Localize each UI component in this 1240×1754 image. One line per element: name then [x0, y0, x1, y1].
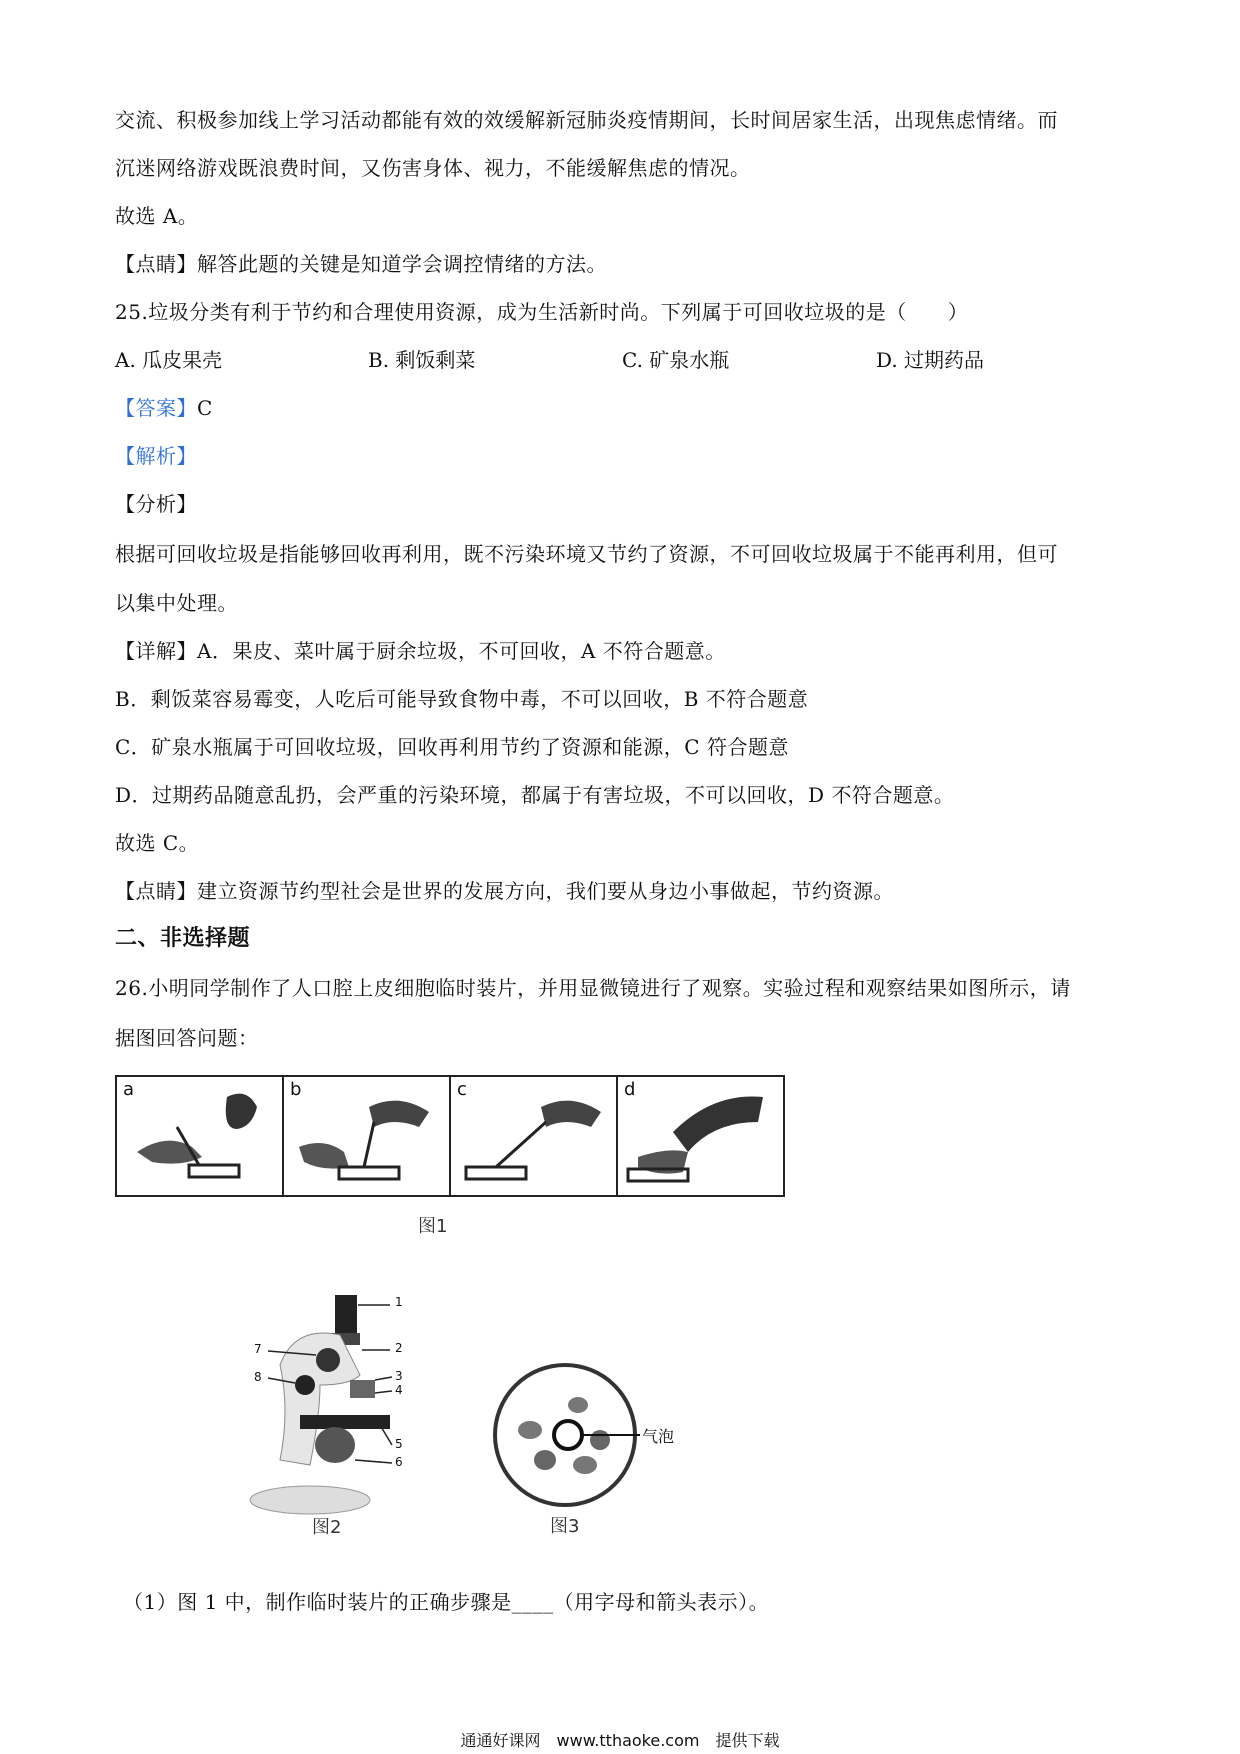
option-a: A. 瓜皮果壳	[115, 348, 223, 372]
figure-3	[490, 1360, 710, 1540]
fig2-label: 8	[254, 1370, 262, 1384]
figure-1-caption: 图1	[418, 1216, 448, 1237]
panel-label: c	[457, 1079, 467, 1100]
fenxi-text: 根据可回收垃圾是指能够回收再利用，既不污染环境又节约了资源，不可回收垃圾属于不能再利用，但可	[115, 542, 1058, 566]
fig1-panel-c	[449, 1075, 618, 1197]
figure-2-caption: 图2	[312, 1517, 342, 1538]
detail-line: D．过期药品随意乱扔，会严重的污染环境，都属于有害垃圾，不可以回收，D 不符合题意。	[115, 783, 955, 807]
fig2-label: 6	[395, 1455, 403, 1469]
fig2-label: 7	[254, 1342, 262, 1356]
covering-hand-illustration	[618, 1077, 783, 1195]
fenxi-text: 以集中处理。	[115, 591, 238, 615]
dianjing: 【点睛】建立资源节约型社会是世界的发展方向，我们要从身边小事做起，节约资源。	[115, 879, 894, 903]
fig1-panel-d	[616, 1075, 785, 1197]
fig2-label: 3	[395, 1369, 403, 1383]
option-c: C. 矿泉水瓶	[622, 348, 730, 372]
detail-line: B．剩饭菜容易霉变，人吃后可能导致食物中毒，不可以回收，B 不符合题意	[115, 687, 809, 711]
paragraph-line: 沉迷网络游戏既浪费时间，又伤害身体、视力，不能缓解焦虑的情况。	[115, 156, 751, 180]
paragraph-line: 故选 A。	[115, 204, 199, 228]
fig2-label: 5	[395, 1437, 403, 1451]
analysis-label: 【解析】	[115, 444, 197, 468]
figure-2	[240, 1285, 420, 1538]
option-b: B. 剩饭剩菜	[368, 348, 476, 372]
paragraph-line: 【点睛】解答此题的关键是知道学会调控情绪的方法。	[115, 252, 607, 276]
fig2-label: 2	[395, 1341, 403, 1355]
fig2-label: 4	[395, 1383, 403, 1397]
detail-line: C．矿泉水瓶属于可回收垃圾，回收再利用节约了资源和能源，C 符合题意	[115, 735, 789, 759]
question-26-sub-1: （1）图 1 中，制作临时装片的正确步骤是____（用字母和箭头表示）。	[123, 1590, 770, 1614]
dropper-hand-illustration	[117, 1077, 282, 1195]
fenxi-label: 【分析】	[115, 492, 197, 516]
answer-label: 【答案】	[115, 396, 197, 420]
fig1-panel-b	[282, 1075, 451, 1197]
microscope-icon	[240, 1285, 420, 1535]
section-heading: 二、非选择题	[115, 926, 251, 951]
scraping-hand-illustration	[284, 1077, 449, 1195]
panel-label: b	[290, 1079, 302, 1100]
question-26-stem: 26.小明同学制作了人口腔上皮细胞临时装片，并用显微镜进行了观察。实验过程和观察结果如图所示，请	[115, 976, 1071, 1000]
fig1-panel-a	[115, 1075, 284, 1197]
answer-line	[115, 394, 213, 422]
question-26-stem: 据图回答问题：	[115, 1026, 259, 1050]
page-footer: 通通好课网 www.tthaoke.com 提供下载	[460, 1731, 780, 1750]
panel-label: a	[123, 1079, 135, 1100]
answer-value: C	[197, 396, 213, 420]
option-d: D. 过期药品	[876, 348, 985, 372]
paragraph-line: 交流、积极参加线上学习活动都能有效的效缓解新冠肺炎疫情期间，长时间居家生活，出现焦虑情绪。而	[115, 108, 1058, 132]
cell-view-icon	[490, 1360, 710, 1510]
figure-3-caption: 图3	[550, 1516, 580, 1537]
fig2-label: 1	[395, 1295, 403, 1309]
panel-label: d	[624, 1079, 636, 1100]
bubble-label: 气泡	[642, 1427, 675, 1446]
staining-hand-illustration	[451, 1077, 616, 1195]
detail-line: 【详解】A．果皮、菜叶属于厨余垃圾，不可回收，A 不符合题意。	[115, 639, 726, 663]
conclusion: 故选 C。	[115, 831, 200, 855]
question-25-stem: 25.垃圾分类有利于节约和合理使用资源，成为生活新时尚。下列属于可回收垃圾的是（ ）	[115, 300, 969, 324]
